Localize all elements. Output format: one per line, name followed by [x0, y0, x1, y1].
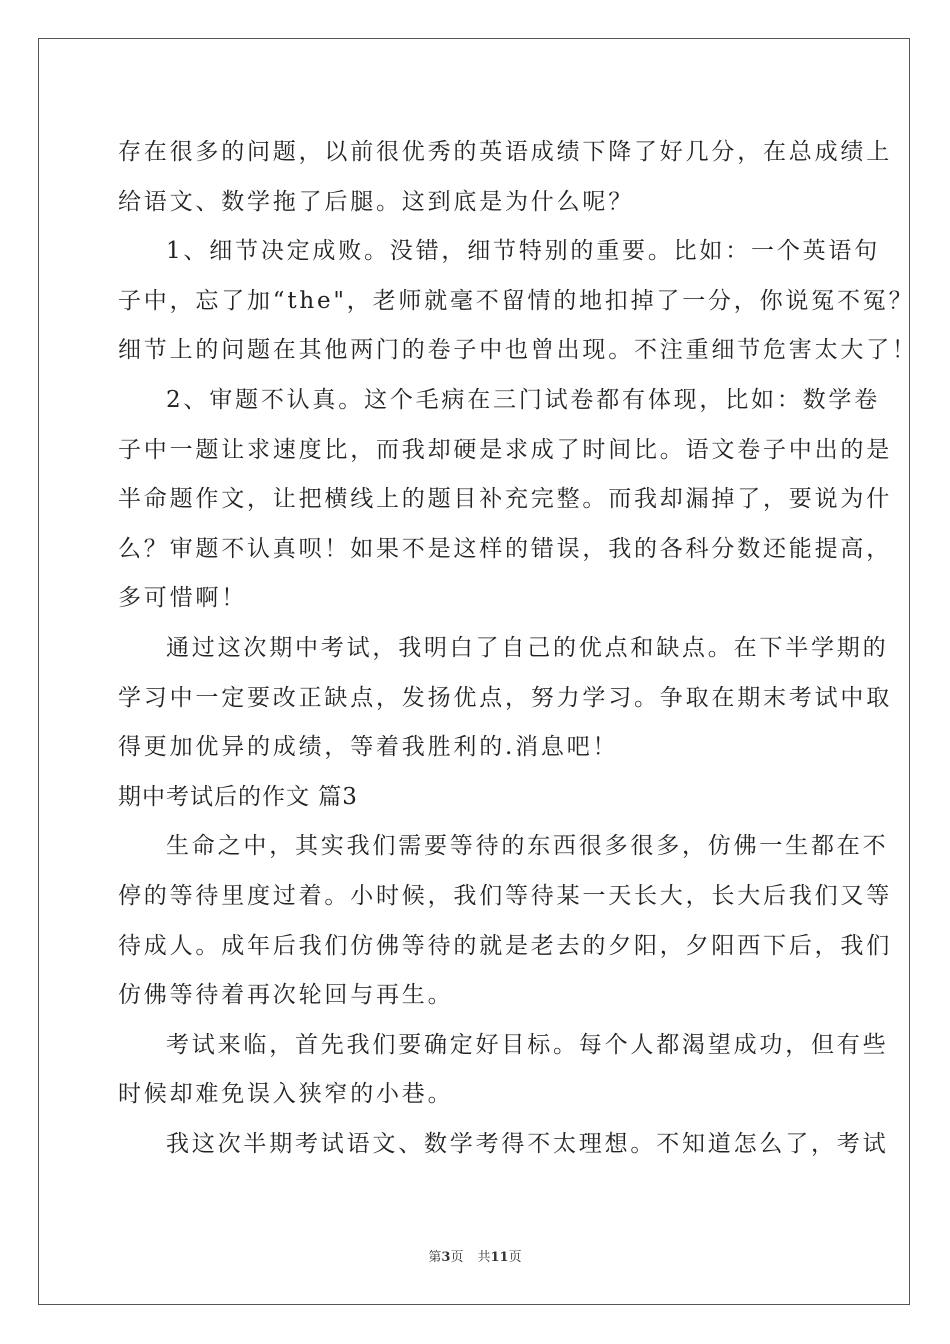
text-line: 考试来临，首先我们要确定好目标。每个人都渴望成功，但有些	[166, 1031, 889, 1058]
footer-total-pages: 11	[490, 1250, 509, 1265]
text-line: 通过这次期中考试，我明白了自己的优点和缺点。在下半学期的	[166, 634, 889, 661]
paragraph	[118, 376, 892, 624]
text-line: 我这次半期考试语文、数学考得不太理想。不知道怎么了，考试	[166, 1130, 889, 1157]
paragraphs-after-heading	[118, 822, 892, 1169]
paragraph	[118, 822, 892, 1020]
footer-page-suffix: 页	[450, 1250, 464, 1265]
paragraphs-before-heading	[118, 128, 918, 773]
text-line: 生命之中，其实我们需要等待的东西很多很多，仿佛一生都在不	[166, 833, 889, 860]
text-line: 得更加优异的成绩，等着我胜利的.消息吧！	[118, 734, 619, 761]
text-line: 半命题作文，让把横线上的题目补充完整。而我却漏掉了，要说为什	[118, 486, 892, 513]
text-line: 待成人。成年后我们仿佛等待的就是老去的夕阳，夕阳西下后，我们	[118, 932, 892, 959]
text-line: 仿佛等待着再次轮回与再生。	[118, 982, 454, 1009]
text-line: 么？审题不认真呗！如果不是这样的错误，我的各科分数还能提高，	[118, 535, 892, 562]
footer-total-prefix: 共	[477, 1250, 491, 1265]
paragraph	[118, 227, 918, 376]
paragraph	[118, 128, 892, 227]
document-body	[118, 128, 918, 1169]
text-line: 1、细节决定成败。没错，细节特别的重要。比如：一个英语句	[166, 238, 881, 265]
page-footer	[0, 1246, 950, 1265]
text-line: 停的等待里度过着。小时候，我们等待某一天长大，长大后我们又等	[118, 882, 892, 909]
text-line: 多可惜啊！	[118, 585, 247, 612]
text-line: 学习中一定要改正缺点，发扬优点，努力学习。争取在期末考试中取	[118, 684, 892, 711]
text-line: 细节上的问题在其他两门的卷子中也曾出现。不注重细节危害太大了！	[118, 337, 918, 364]
text-line: 子中一题让求速度比，而我却硬是求成了时间比。语文卷子中出的是	[118, 436, 892, 463]
paragraph	[118, 1021, 889, 1120]
text-line: 时候却难免误入狭窄的小巷。	[118, 1081, 454, 1108]
footer-total-suffix: 页	[508, 1250, 522, 1265]
paragraph	[118, 1120, 889, 1170]
text-line: 存在很多的问题，以前很优秀的英语成绩下降了好几分，在总成绩上	[118, 139, 892, 165]
paragraph	[118, 624, 892, 773]
footer-page-number: 3	[441, 1250, 451, 1265]
footer-page-prefix: 第	[428, 1250, 442, 1265]
section-heading: 期中考试后的作文 篇3	[118, 783, 358, 810]
text-line: 给语文、数学拖了后腿。这到底是为什么呢？	[118, 188, 634, 215]
text-line: 2、审题不认真。这个毛病在三门试卷都有体现，比如：数学卷	[166, 386, 881, 413]
text-line: 子中，忘了加“the"，老师就毫不留情的地扣掉了一分，你说冤不冤？	[118, 287, 915, 314]
